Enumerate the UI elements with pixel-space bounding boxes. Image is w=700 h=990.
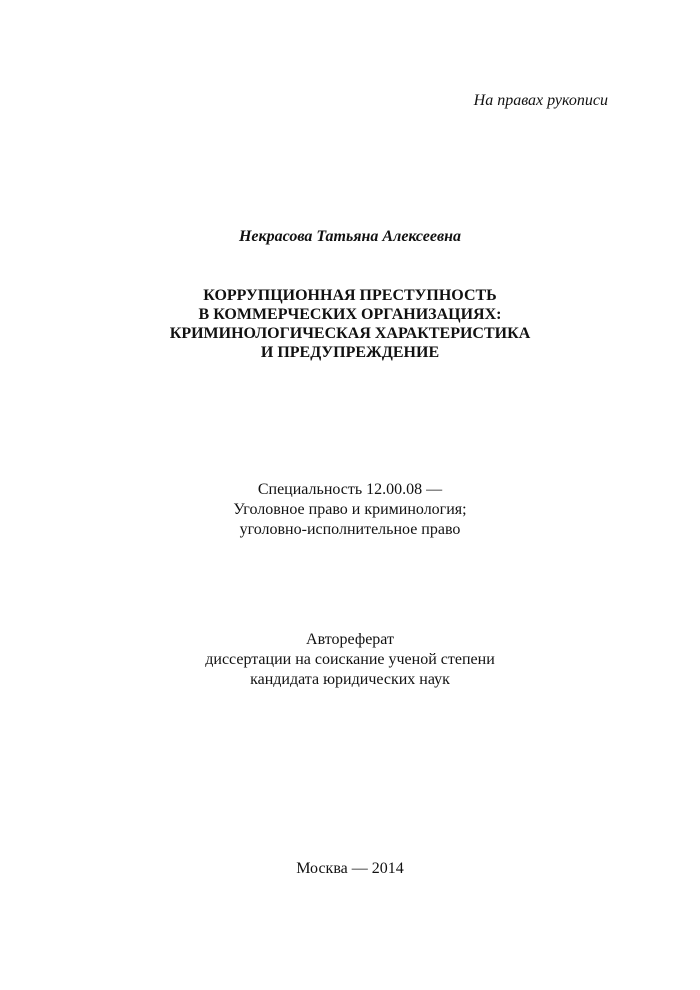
title-line: КРИМИНОЛОГИЧЕСКАЯ ХАРАКТЕРИСТИКА bbox=[169, 325, 531, 342]
specialty-block bbox=[0, 480, 700, 540]
dissertation-title bbox=[0, 286, 700, 362]
abstract-line: диссертации на соискание ученой степени bbox=[205, 651, 495, 668]
abstract-line: кандидата юридических наук bbox=[250, 671, 450, 688]
title-line: И ПРЕДУПРЕЖДЕНИЕ bbox=[260, 344, 440, 361]
abstract-line: Автореферат bbox=[306, 631, 394, 648]
rights-note: На правах рукописи bbox=[473, 92, 608, 109]
specialty-line: Уголовное право и криминология; bbox=[233, 501, 467, 518]
author-name: Некрасова Татьяна Алексеевна bbox=[238, 228, 462, 245]
place-year: Москва — 2014 bbox=[296, 860, 404, 877]
title-line: КОРРУПЦИОННАЯ ПРЕСТУПНОСТЬ bbox=[203, 287, 497, 304]
specialty-line: Специальность 12.00.08 — bbox=[257, 481, 443, 498]
abstract-block bbox=[0, 630, 700, 690]
specialty-line: уголовно-исполнительное право bbox=[239, 521, 461, 538]
title-line: В КОММЕРЧЕСКИХ ОРГАНИЗАЦИЯХ: bbox=[198, 306, 502, 323]
